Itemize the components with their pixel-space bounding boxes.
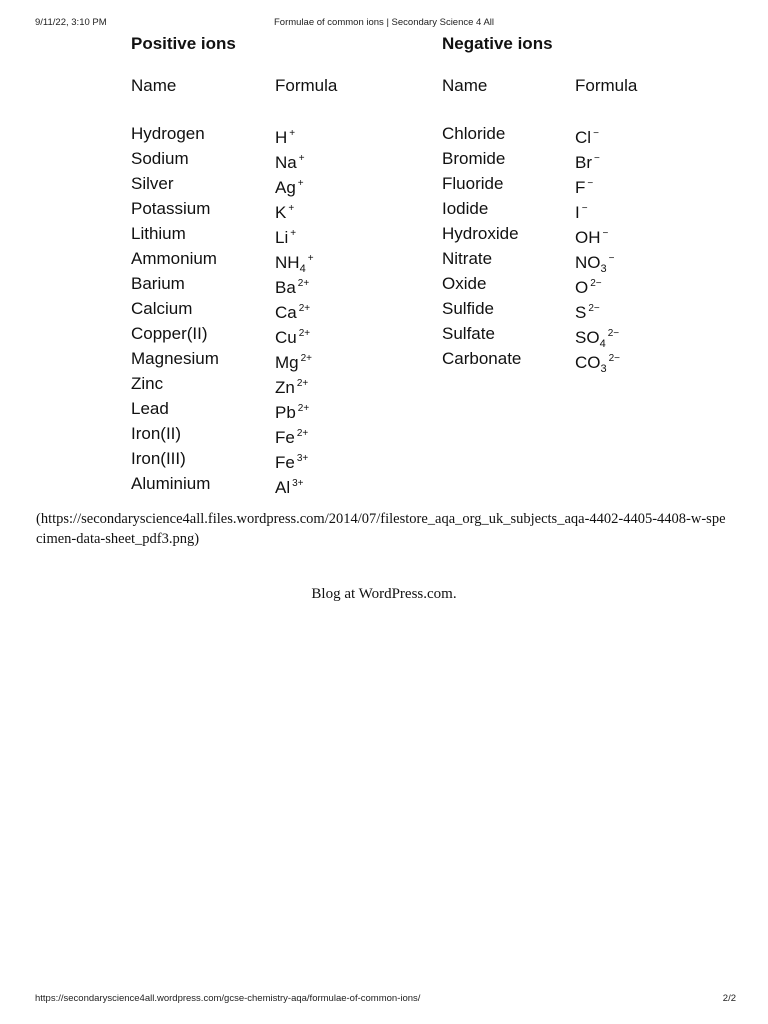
ion-charge: − [594, 153, 600, 164]
blog-credit[interactable]: Blog at WordPress.com. [311, 586, 457, 602]
ion-charge: + [298, 153, 305, 164]
ion-symbol: NH [275, 253, 300, 272]
ion-subscript: 3 [600, 363, 607, 375]
negative-ions-heading: Negative ions [442, 34, 553, 53]
ion-symbol: F [575, 178, 586, 197]
ion-charge: − [581, 203, 588, 214]
ion-symbol: O [575, 278, 589, 297]
ion-symbol: SO [575, 328, 600, 347]
ion-name: Hydrogen [131, 124, 205, 143]
ion-symbol: OH [575, 228, 601, 247]
ion-name: Iron(III) [131, 449, 186, 468]
ion-subscript: 3 [600, 263, 607, 275]
ion-name: Sodium [131, 149, 189, 168]
ion-name: Barium [131, 274, 185, 293]
positive-formula-label: Formula [275, 76, 338, 95]
ion-charge: 2+ [300, 353, 313, 364]
ion-charge: 2+ [296, 378, 309, 389]
ion-symbol: K [275, 203, 287, 222]
ion-charge: 2+ [298, 303, 311, 314]
ion-name: Zinc [131, 374, 164, 393]
ion-name: Fluoride [442, 174, 504, 193]
ion-name: Iron(II) [131, 424, 182, 443]
ion-symbol: Br [575, 153, 592, 172]
ion-formula-table [0, 34, 768, 504]
ion-symbol: Cl [575, 128, 592, 147]
ion-name: Silver [131, 174, 174, 193]
ion-symbol: Fe [275, 453, 295, 472]
print-date: 9/11/22, 3:10 PM [35, 17, 107, 28]
ion-charge: + [297, 178, 304, 189]
ion-charge: 3+ [296, 453, 309, 464]
ion-name: Magnesium [131, 349, 219, 368]
ion-symbol: Ca [275, 303, 297, 322]
print-page-number: 2/2 [722, 993, 736, 1004]
ion-name: Oxide [442, 274, 487, 293]
ion-symbol: S [575, 303, 587, 322]
print-page-title: Formulae of common ions | Secondary Science 4 All [273, 17, 495, 28]
ion-symbol: Ba [275, 278, 296, 297]
ion-name: Hydroxide [442, 224, 519, 243]
ion-symbol: Pb [275, 403, 296, 422]
ion-name: Sulfate [442, 324, 495, 343]
ion-symbol: Mg [275, 353, 299, 372]
ion-name: Sulfide [442, 299, 494, 318]
ion-charge: + [307, 253, 314, 264]
ion-formula [575, 346, 620, 382]
ion-charge: 3+ [292, 478, 304, 489]
ion-name: Lead [131, 399, 169, 418]
ion-charge: 2+ [297, 278, 310, 289]
ion-symbol: Cu [275, 328, 297, 347]
ion-charge: 2− [608, 353, 621, 364]
ion-charge: 2− [607, 328, 620, 339]
image-source-link[interactable]: (https://secondaryscience4all.files.wordpress.com/2014/07/filestore_aqa_org_uk_subjects_aqa-4402-4405-4408-w-specimen-data-sheet_pdf3.png) [36, 511, 726, 547]
ion-name: Calcium [131, 299, 193, 318]
ion-symbol: I [575, 203, 580, 222]
ion-symbol: Li [275, 228, 289, 247]
ion-charge: 2− [590, 278, 602, 289]
ion-name: Carbonate [442, 349, 522, 368]
ion-formula [275, 471, 304, 500]
print-header [0, 17, 768, 31]
ion-symbol: Ag [275, 178, 296, 197]
ion-charge: − [593, 128, 599, 139]
ion-symbol: NO [575, 253, 601, 272]
ion-name: Aluminium [131, 474, 211, 493]
print-url: https://secondaryscience4all.wordpress.com/gcse-chemistry-aqa/formulae-of-common-ions/ [35, 993, 421, 1004]
ion-name: Potassium [131, 199, 211, 218]
ion-name: Chloride [442, 124, 506, 143]
ion-symbol: Fe [275, 428, 295, 447]
ion-name: Lithium [131, 224, 186, 243]
ion-symbol: CO [575, 353, 601, 372]
positive-name-label: Name [131, 76, 177, 95]
ion-charge: 2+ [298, 328, 311, 339]
ion-charge: 2− [588, 303, 600, 314]
ion-charge: + [288, 203, 295, 214]
ion-name: Copper(II) [131, 324, 208, 343]
ion-subscript: 4 [599, 338, 606, 350]
ion-name: Ammonium [131, 249, 217, 268]
ion-symbol: Na [275, 153, 297, 172]
ion-symbol: Zn [275, 378, 295, 397]
ion-name: Iodide [442, 199, 489, 218]
ion-charge: − [587, 178, 594, 189]
ion-name: Nitrate [442, 249, 493, 268]
ion-charge: + [289, 128, 296, 139]
negative-name-label: Name [442, 76, 488, 95]
ion-name: Bromide [442, 149, 506, 168]
print-footer [0, 993, 768, 1007]
ion-charge: + [290, 228, 297, 239]
positive-ions-heading: Positive ions [131, 34, 236, 53]
ion-charge: − [608, 253, 615, 264]
ion-symbol: Al [275, 478, 291, 497]
ion-symbol: H [275, 128, 288, 147]
ion-charge: − [602, 228, 609, 239]
ion-subscript: 4 [299, 263, 306, 275]
ion-charge: 2+ [297, 403, 310, 414]
negative-formula-label: Formula [575, 76, 638, 95]
ion-charge: 2+ [296, 428, 309, 439]
